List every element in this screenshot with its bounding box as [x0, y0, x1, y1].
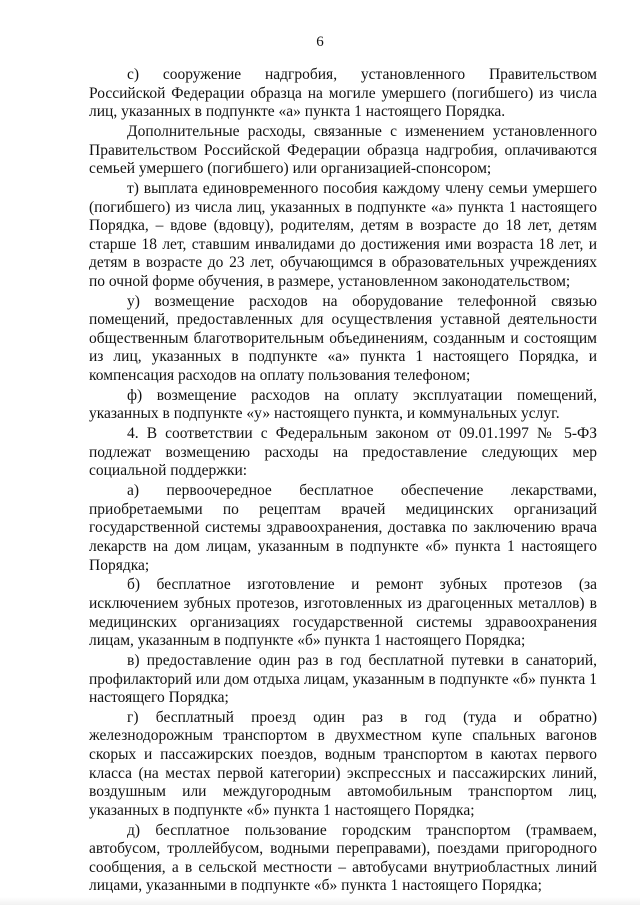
paragraph-t-lump-sum: т) выплата единовременного пособия каждому члену семьи умершего (погибшего) из числа лиц, указанных в подпункте «а» пункта 1 настоящего Порядка, – вдове (вдовцу), родителям, детям в возрасте до 18 лет, детям старше 18 лет, ставшим инвалидами до достижения ими возраста 18 лет, и детям в возрасте до 23 лет, обучающимся в образовательных учреждениях по очной форме обучения, в размере, установленном законодательством;	[89, 179, 597, 290]
paragraph-additional-expenses: Дополнительные расходы, связанные с изменением установленного Правительством Российской Федерации образца надгробия, оплачиваются семьей умершего (погибшего) или организацией-спонсором;	[89, 122, 597, 178]
paragraph-b-dentures: б) бесплатное изготовление и ремонт зубных протезов (за исключением зубных протезов, изготовленных из драгоценных металлов) в медицинских организациях государственной системы здравоохранения лицам, указанным в подпункте «б» пункта 1 настоящего Порядка;	[89, 576, 597, 650]
document-body	[89, 66, 597, 897]
paragraph-a-medicines: а) первоочередное бесплатное обеспечение лекарствами, приобретаемыми по рецептам врачей медицинских организаций государственной системы здравоохранения, доставка по заключению врача лекарств на дом лицам, указанным в подпункте «б» пункта 1 настоящего Порядка;	[89, 482, 597, 574]
page-number: 6	[316, 34, 324, 50]
paragraph-item-4: 4. В соответствии с Федеральным законом от 09.01.1997 № 5-ФЗ подлежат возмещению расходы на предоставление следующих мер социальной поддержки:	[89, 425, 597, 480]
paragraph-g-travel: г) бесплатный проезд один раз в год (туда и обратно) железнодорожным транспортом в двухместном купе спальных вагонов скорых и пассажирских поездов, водным транспортом в каютах первого класса (на местах первой категории) экспрессных и пассажирских линий, воздушным или междугородным автомобильным транспортом лиц, указанных в подпункте «б» пункта 1 настоящего Порядка;	[89, 708, 597, 819]
paragraph-f-premises: ф) возмещение расходов на оплату эксплуатации помещений, указанных в подпункте «у» настоящего пункта, и коммунальных услуг.	[89, 386, 597, 423]
paragraph-s-headstone: с) сооружение надгробия, установленного Правительством Российской Федерации образца на могиле умершего (погибшего) из числа лиц, указанных в подпункте «а» пункта 1 настоящего Порядка.	[89, 66, 597, 121]
paragraph-d-city-transport: д) бесплатное пользование городским транспортом (трамваем, автобусом, троллейбусом, водными переправами), поездами пригородного сообщения, а в сельской местности – автобусами внутриобластных линий лицами, указанными в подпункте «б» пункта 1 настоящего Порядка;	[89, 821, 597, 895]
paragraph-u-telephone: у) возмещение расходов на оборудование телефонной связью помещений, предоставленных для осуществления уставной деятельности общественным благотворительным объединениям, созданным и состоящим из лиц, указанных в подпункте «а» пункта 1 настоящего Порядка, и компенсация расходов на оплату пользования телефоном;	[89, 292, 597, 385]
paragraph-v-sanatorium: в) предоставление один раз в год бесплатной путевки в санаторий, профилакторий или дом отдыха лицам, указанным в подпункте «б» пункта 1 настоящего Порядка;	[89, 651, 597, 707]
scan-bottom-edge	[0, 897, 640, 905]
